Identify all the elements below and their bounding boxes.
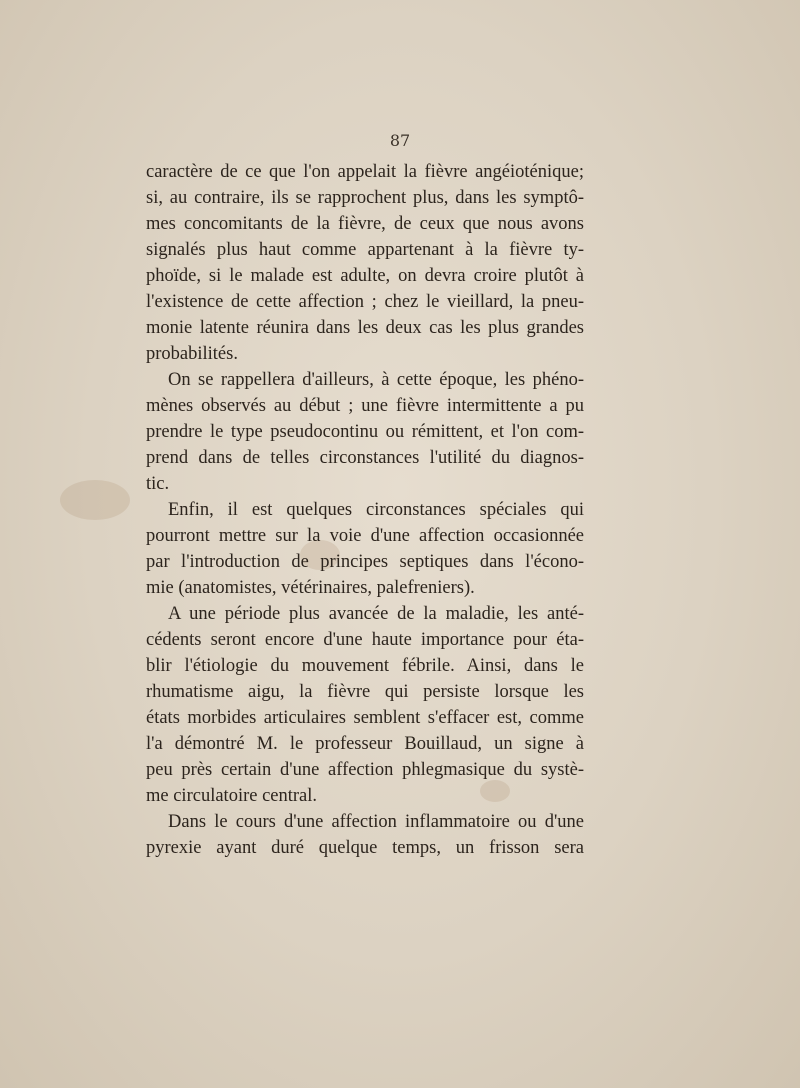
text-line: mie (anatomistes, vétérinaires, palefreniers). (146, 578, 475, 598)
text-line: l'existence de cette affection ; chez le vieillard, la pneu- (146, 292, 584, 312)
text-line: monie latente réunira dans les deux cas les plus grandes (146, 318, 584, 338)
page-number: 87 (389, 131, 411, 150)
text-line: mes concomitants de la fièvre, de ceux que nous avons (146, 214, 584, 234)
text-line: pyrexie ayant duré quelque temps, un frisson sera (146, 838, 584, 858)
text-line: caractère de ce que l'on appelait la fièvre angéioténique; (146, 162, 584, 182)
text-line: me circulatoire central. (146, 786, 318, 806)
text-line: pourront mettre sur la voie d'une affection occasionnée (146, 526, 584, 546)
text-line: par l'introduction de principes septiques dans l'écono- (146, 552, 584, 572)
text-line: l'a démontré M. le professeur Bouillaud, un signe à (146, 734, 584, 754)
paper-stain (60, 480, 130, 520)
text-line: tic. (146, 474, 170, 494)
text-line: A une période plus avancée de la maladie, les anté- (168, 604, 584, 624)
text-line: On se rappellera d'ailleurs, à cette époque, les phéno- (168, 370, 584, 390)
text-line: prend dans de telles circonstances l'utilité du diagnos- (146, 448, 584, 468)
text-line: si, au contraire, ils se rapprochent plus, dans les symptô- (146, 188, 584, 208)
text-line: probabilités. (146, 344, 238, 364)
text-line: blir l'étiologie du mouvement fébrile. Ainsi, dans le (146, 656, 584, 676)
text-line: signalés plus haut comme appartenant à la fièvre ty- (146, 240, 584, 260)
text-line: rhumatisme aigu, la fièvre qui persiste lorsque les (146, 682, 584, 702)
text-line: Dans le cours d'une affection inflammatoire ou d'une (168, 812, 584, 832)
text-line: peu près certain d'une affection phlegmasique du systè- (146, 760, 584, 780)
text-line: mènes observés au début ; une fièvre intermittente a pu (146, 396, 584, 416)
text-line: Enfin, il est quelques circonstances spéciales qui (168, 500, 584, 520)
text-line: cédents seront encore d'une haute importance pour éta- (146, 630, 584, 650)
text-line: prendre le type pseudocontinu ou rémittent, et l'on com- (146, 422, 584, 442)
text-line: phoïde, si le malade est adulte, on devra croire plutôt à (146, 266, 584, 286)
text-line: états morbides articulaires semblent s'effacer est, comme (146, 708, 584, 728)
